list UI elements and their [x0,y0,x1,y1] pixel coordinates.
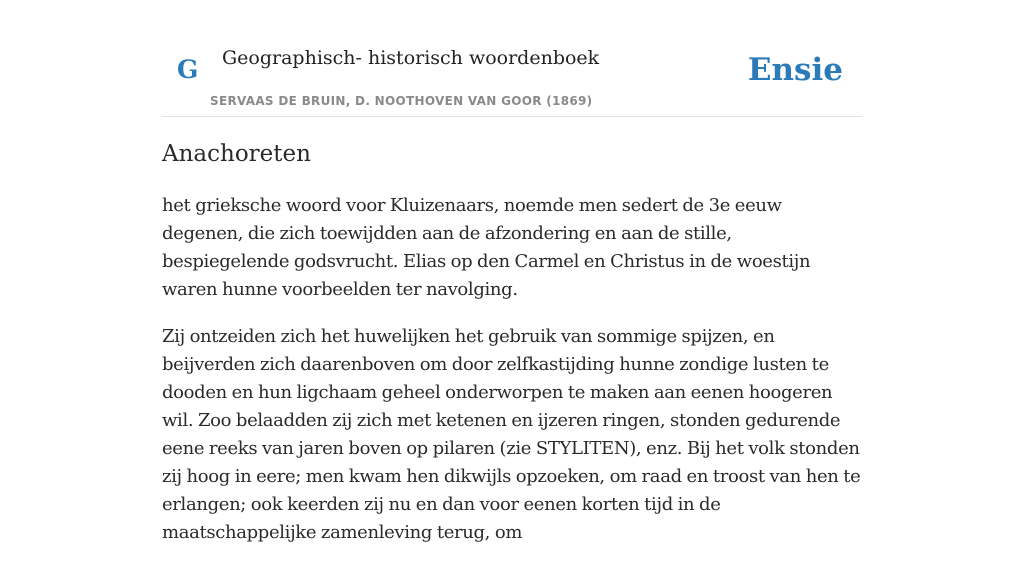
book-title[interactable]: Geographisch- historisch woordenboek [222,47,600,69]
entry-body [162,192,862,566]
entry-paragraph: Zij ontzeiden zich het huwelijken het gebruik van sommige spijzen, en beijverden zich daarenboven om door zelfkastijding hunne zondige lusten te dooden en hun ligchaam geheel onderworpen te maken aan eenen hoogeren wil. Zoo belaadden zij zich met ketenen en ijzeren ringen, stonden gedurende eene reeks van jaren boven op pilaren (zie STYLITEN), enz. Bij het volk stonden zij hoog in eere; men kwam hen dikwijls opzoeken, om raad en troost van hen te erlangen; ook keerden zij nu en dan voor eenen korten tijd in de maatschappelijke zamenleving terug, om [162,326,861,543]
book-author: SERVAAS DE BRUIN, D. NOOTHOVEN VAN GOOR (1869) [210,94,593,108]
entry-paragraph: het grieksche woord voor Kluizenaars, noemde men sedert de 3e eeuw degenen, die zich toewijdden aan de afzondering en aan de stille, bespiegelende godsvrucht. Elias op den Carmel en Christus in de woestijn waren hunne voorbeelden ter navolging. [162,195,811,300]
source-logo-icon[interactable]: G [177,55,199,84]
brand-logo[interactable]: Ensie [747,52,843,88]
source-header [162,0,862,117]
entry-title: Anachoreten [162,141,311,167]
